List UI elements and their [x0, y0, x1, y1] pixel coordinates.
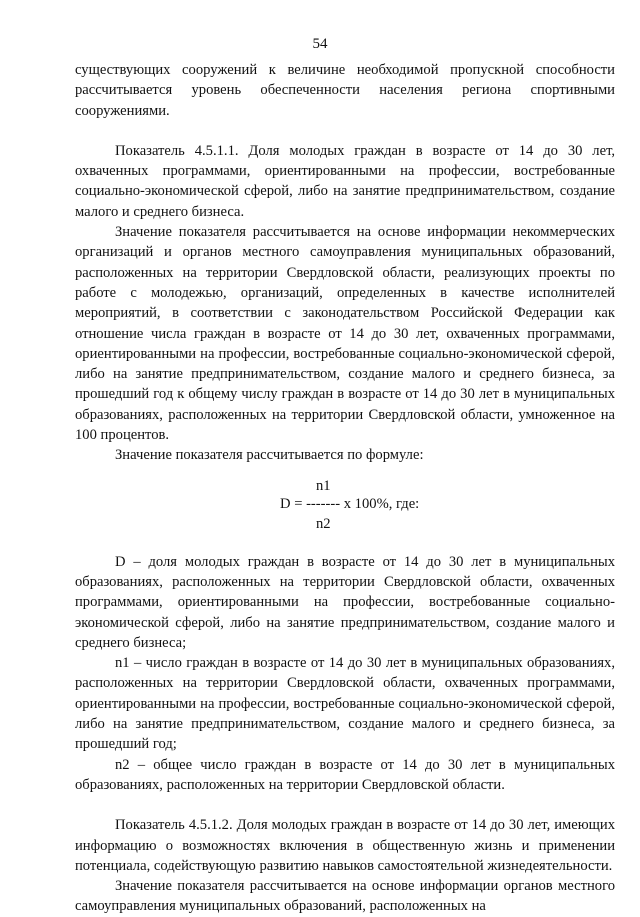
definition-n1: n1 – число граждан в возрасте от 14 до 30 лет в муниципальных образованиях, расположенных на территории Свердловской области, охваченных программами, ориентированными на профессии, востребованные социально-экономической сферой, либо на занятие предпринимательством, создание малого и среднего бизнеса, за прошедший год;: [75, 655, 615, 753]
formula-intro: Значение показателя рассчитывается по формуле:: [115, 447, 424, 464]
indicator-4-5-1-1-description: Значение показателя рассчитывается на основе информации некоммерческих организаций и органов местного самоуправления муниципальных образований, расположенных на территории Свердловской области, реализующих проекты по работе с молодежью, организаций, определенных в качестве исполнителей мероприятий, в соответствии с законодательством Российской Федерации как отношение числа граждан в возрасте от 14 до 30 лет, охваченных программами, ориентированными на профессии, востребованные социально-экономической сферой, либо на занятие предпринимательством, создание малого и среднего бизнеса, за прошедший год к общему числу граждан в возрасте от 14 до 30 лет в муниципальных образованиях, расположенных на территории Свердловской области, умноженное на 100 процентов.: [75, 224, 615, 444]
document-body: [75, 60, 615, 917]
paragraph-sports-facilities: существующих сооружений к величине необходимой пропускной способности рассчитывается уровень обеспеченности населения региона спортивными сооружениями.: [75, 62, 615, 119]
formula-numerator: n1: [316, 477, 331, 494]
formula: [75, 476, 615, 540]
indicator-4-5-1-2-description: Значение показателя рассчитывается на основе информации органов местного самоуправления муниципальных образований, расположенных на: [75, 878, 615, 915]
page-number: 54: [312, 36, 328, 52]
definition-d: D – доля молодых граждан в возрасте от 14 до 30 лет в муниципальных образованиях, расположенных на территории Свердловской области, охваченных программами, ориентированными на профессии, востребованные социально-экономической сферой, либо на занятие предпринимательством, создание малого и среднего бизнеса;: [75, 553, 615, 651]
formula-denominator: n2: [316, 515, 331, 532]
formula-equation: D = ------- x 100%, где:: [280, 495, 420, 512]
indicator-4-5-1-2-title: Показатель 4.5.1.2. Доля молодых граждан в возрасте от 14 до 30 лет, имеющих информацию о возможностях включения в общественную жизнь и применении потенциала, содействующую развитию навыков самостоятельной жизнедеятельности.: [75, 817, 615, 874]
indicator-4-5-1-1-title: Показатель 4.5.1.1. Доля молодых граждан в возрасте от 14 до 30 лет, охваченных программами, ориентированными на профессии, востребованные социально-экономической сферой, либо на занятие предпринимательством, создание малого и среднего бизнеса.: [75, 142, 615, 220]
definition-n2: n2 – общее число граждан в возрасте от 14 до 30 лет в муниципальных образованиях, расположенных на территории Свердловской области.: [75, 756, 615, 793]
